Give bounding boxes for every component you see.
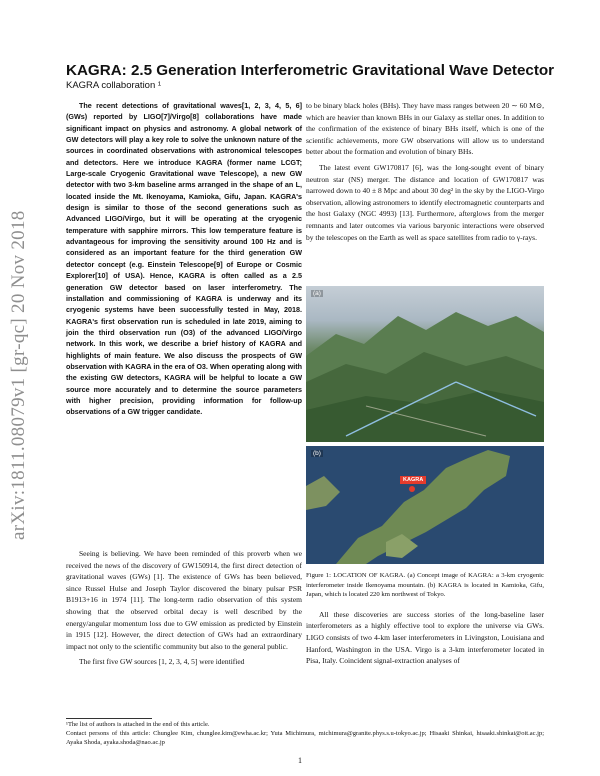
abstract-paragraph: The recent detections of gravitational waves[1, 2, 3, 4, 5, 6] (GWs) reported by LIGO[7]/Virgo[8] collaborations have made significant impact on physics and astronomy. A global network of GW detectors will play a key role to solve the unknown nature of the sources in coordinated observations with astronomical telescopes and detectors. Here we introduce KAGRA (former name LCGT; Large-scale Cryogenic Gravitational wave Telescope), a new GW detector with two 3-km baseline arms arranged in the shape of an L, located inside the Mt. Ikenoyama, Kamioka, Gifu, Japan. KAGRA's design is similar to those of the second generations such as Advanced LIGO/Virgo, but it will be operating at the cryogenic temperature with sapphire mirrors. This low temperature feature is advantageous for improving the sensitivity around 100 Hz and is considered as an important feature for the third generation GW detector concept (e.g. Einstein Telescope[9] of Europe or Cosmic Explorer[10] of USA). Hence, KAGRA is often called as a 2.5 generation GW detector based on laser interferometry. The installation and commissioning of KAGRA is underway and its cryogenic systems have been successfully tested in May, 2018. KAGRA's first observation run is scheduled in late 2019, aiming to join the third observation run (O3) of the advanced LIGO/Virgo network. In this work, we describe a brief history of KAGRA and highlights of main feature. We also discuss the prospects of GW observation with KAGRA in the era of O3. When operating along with the existing GW detectors, KAGRA will be helpful to locate a GW source more accurately and to determine the source parameters with higher precision, providing information for follow-up observations of a GW trigger candidate. [66, 101, 302, 417]
mountain-illustration [306, 286, 544, 442]
japan-map-illustration [306, 446, 544, 564]
page-number: 1 [298, 756, 302, 765]
body-paragraph: The latest event GW170817 [6], was the long-sought event of binary neutron star (NS) merger. The distance and location of GW170817 was narrowed down to 40 ± 8 Mpc and about 30 deg² in the sky by the LIGO-Virgo observation, allowing astronomers to identify electromagnetic counterparts and the host Galaxy (NGC 4993) [13]. Furthermore, afterglows from the merger remnants and later outcomes via various baryonic interactions were observed by the telescopes on the Earth as well as space satellites from radio to γ-rays. [306, 162, 544, 242]
abstract [66, 100, 302, 418]
author-line: KAGRA collaboration ¹ [66, 80, 162, 91]
footnotes [66, 720, 544, 748]
panel-a-label: (a) [313, 290, 321, 297]
body-paragraph: Seeing is believing. We have been reminded of this proverb when we received the news of the discovery of GW150914, the first direct detection of gravitational waves (GWs) [1]. The existence of GWs has been believed, since Russel Hulse and Joseph Taylor discovered the binary pulsar PSR B1913+16 in 1974 [11]. The long-term radio observation of this system showing that the observed orbital decay is well described by the energy/angular momentum loss due to GW emission as predicted by Einstein in 1915 [12]. However, the direct detection of GWs had an extraordinary impact not only to the scientific community but also to the general public. [66, 549, 302, 651]
caption-text: Figure 1: LOCATION OF KAGRA. (a) Concept image of KAGRA: a 3-km cryogenic interferometer inside Ikenoyama mountain. (b) KAGRA is located in Kamioka, Gifu, Japan, which is located 220 km northwest of Tokyo. [306, 572, 544, 599]
location-pin-icon [409, 486, 415, 492]
footnote: ¹The list of authors is attached in the end of this article. [66, 721, 210, 728]
kagra-map-marker: KAGRA [400, 476, 426, 484]
body-paragraph: All these discoveries are success stories of the long-baseline laser interferometers as a highly effective tool to explore the universe via GWs. LIGO consists of two 4-km laser interferometers in Livingston, Louisiana and Hanford, Washington in the USA. Virgo is a 3-km interferometer located in Pisa, Italy. Coincident signal-extraction analyses of [306, 609, 544, 666]
panel-b-label: (b) [313, 450, 321, 457]
body-paragraph: The first five GW sources [1, 2, 3, 4, 5] were identified [79, 657, 245, 667]
location-map [306, 446, 544, 564]
footnote: Contact persons of this article: Chunglee Kim, chunglee.kim@ewha.ac.kr; Yuta Michimura, michimura@granite.phys.s.u-tokyo.ac.jp; Hisaaki Shinkai, hisaaki.shinkai@oit.ac.jp; Ayaka Shoda, ayaka.shoda@nao.ac.jp [66, 730, 544, 747]
footnote-rule [66, 718, 152, 719]
right-column-text [306, 100, 544, 243]
arxiv-identifier: arXiv:1811.08079v1 [gr-qc] 20 Nov 2018 [8, 210, 29, 540]
paper-title: KAGRA: 2.5 Generation Interferometric Gravitational Wave Detector [66, 62, 555, 79]
concept-image [306, 286, 544, 442]
intro-text [66, 548, 302, 668]
figure-caption [306, 571, 544, 600]
body-paragraph: to be binary black holes (BHs). They have mass ranges between 20 ∼ 60 M⊙, which are heavier than known BHs in our Galaxy as stellar ones. In addition to the confirmation of the existence of binary BHs itself, which is one of the scientific achievements, more GW observations will allow us to understand better about the formation and evolution of binary BHs. [306, 101, 544, 157]
figure-1 [306, 286, 544, 667]
